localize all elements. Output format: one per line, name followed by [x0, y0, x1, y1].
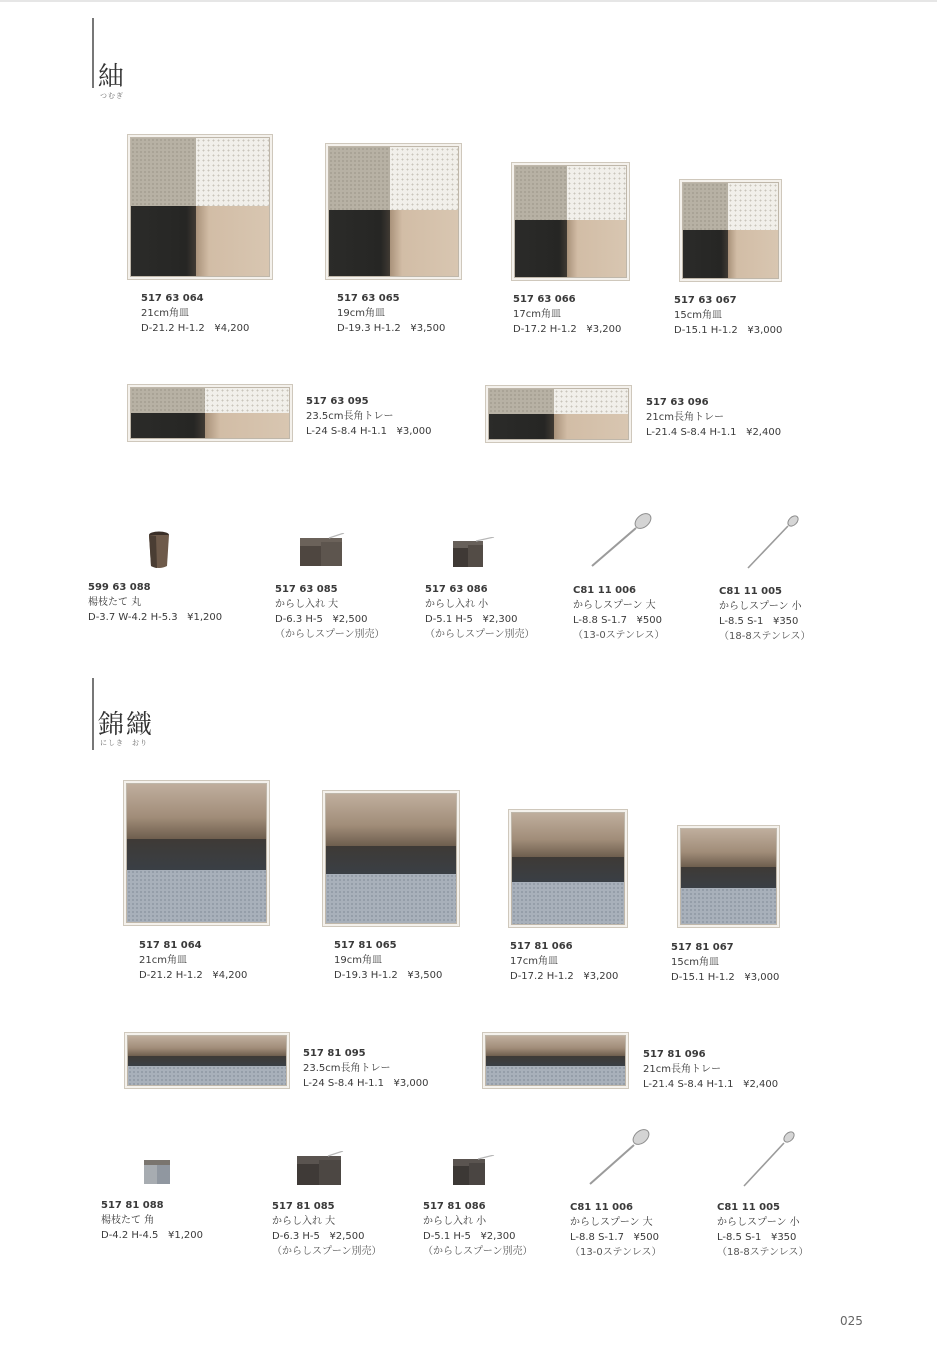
product-code: 517 63 066	[513, 294, 576, 305]
toothpick-holder-square-image	[143, 1157, 171, 1185]
product-info	[272, 1199, 382, 1259]
product-info	[139, 938, 247, 983]
product-spec: L-21.4 S-8.4 H-1.1	[646, 427, 737, 438]
section-title-nishikiori: 錦織	[98, 710, 155, 740]
product-image-square-plate-19cm	[328, 146, 459, 277]
product-info	[671, 940, 779, 985]
product-note: （13-0ステンレス）	[573, 630, 665, 641]
product-code: C81 11 006	[573, 585, 637, 596]
product-spec: D-15.1 H-1.2	[671, 972, 735, 983]
product-price: ¥3,000	[747, 325, 783, 336]
mustard-spoon-large-image	[590, 510, 656, 568]
product-image-square-plate-15cm	[680, 828, 777, 925]
product-name: 23.5cm長角トレー	[303, 1063, 391, 1074]
product-name: 17cm角皿	[510, 956, 558, 967]
product-code: 517 63 096	[646, 397, 709, 408]
product-code: 599 63 088	[88, 582, 151, 593]
section-marker-bar	[92, 678, 94, 750]
product-spec: D-17.2 H-1.2	[513, 324, 577, 335]
product-price: ¥500	[636, 615, 662, 626]
product-spec: D-6.3 H-5	[275, 614, 323, 625]
product-spec: D-21.2 H-1.2	[141, 323, 205, 334]
product-price: ¥4,200	[212, 970, 248, 981]
product-name: 21cm長角トレー	[643, 1064, 721, 1075]
product-info	[101, 1198, 203, 1243]
product-spec: D-4.2 H-4.5	[101, 1230, 159, 1241]
mustard-spoon-small-image	[746, 512, 802, 570]
product-code: C81 11 005	[717, 1202, 781, 1213]
product-note: （からしスプーン別売）	[425, 629, 535, 640]
product-name: からしスプーン 小	[717, 1217, 800, 1228]
product-code: 517 81 064	[139, 940, 202, 951]
product-price: ¥3,200	[583, 971, 619, 982]
product-code: 517 81 066	[510, 941, 573, 952]
section-ruby-tsumugi: つむぎ	[100, 92, 124, 100]
product-image-square-plate-17cm	[511, 812, 625, 925]
product-note: （からしスプーン別売）	[272, 1246, 382, 1257]
mustard-spoon-large-image	[588, 1126, 654, 1186]
product-name: からし入れ 大	[275, 599, 339, 610]
product-spec: D-15.1 H-1.2	[674, 325, 738, 336]
product-price: ¥3,500	[407, 970, 443, 981]
product-info	[513, 292, 621, 337]
product-info	[717, 1200, 808, 1260]
product-info	[643, 1047, 778, 1092]
product-image-square-plate-17cm	[514, 165, 627, 278]
product-name: からしスプーン 大	[570, 1217, 653, 1228]
product-name: 15cm角皿	[671, 957, 719, 968]
product-price: ¥500	[633, 1232, 659, 1243]
product-image-square-plate-19cm	[325, 793, 457, 924]
mustard-pot-large-image	[296, 1151, 344, 1187]
product-price: ¥3,500	[410, 323, 446, 334]
product-code: 517 81 065	[334, 940, 397, 951]
mustard-pot-small-image	[452, 537, 496, 569]
top-rule	[0, 0, 937, 2]
product-note: （18-8ステンレス）	[719, 631, 811, 642]
product-note: （18-8ステンレス）	[717, 1247, 809, 1258]
toothpick-holder-round-image	[146, 530, 172, 570]
product-spec: L-8.8 S-1.7	[573, 615, 627, 626]
product-spec: L-8.8 S-1.7	[570, 1232, 624, 1243]
product-code: 517 81 095	[303, 1048, 366, 1059]
product-code: 517 81 067	[671, 942, 734, 953]
product-name: 19cm角皿	[337, 308, 385, 319]
product-spec: D-17.2 H-1.2	[510, 971, 574, 982]
product-spec: L-24 S-8.4 H-1.1	[303, 1078, 384, 1089]
product-name: からし入れ 小	[425, 599, 489, 610]
product-info	[334, 938, 442, 983]
product-name: からしスプーン 大	[573, 600, 656, 611]
product-info	[306, 394, 432, 439]
product-spec: D-3.7 W-4.2 H-5.3	[88, 612, 178, 623]
page-number: 025	[840, 1314, 863, 1328]
product-image-long-tray-23cm	[127, 1035, 287, 1086]
product-price: ¥2,400	[746, 427, 782, 438]
product-spec: D-19.3 H-1.2	[337, 323, 401, 334]
product-spec: D-5.1 H-5	[423, 1231, 471, 1242]
product-price: ¥2,300	[482, 614, 518, 625]
mustard-pot-small-image	[452, 1155, 496, 1187]
product-note: （からしスプーン別売）	[423, 1246, 533, 1257]
product-name: 15cm角皿	[674, 310, 722, 321]
mustard-pot-large-image	[299, 533, 345, 569]
product-note: （からしスプーン別売）	[275, 629, 385, 640]
product-code: 517 81 086	[423, 1201, 486, 1212]
product-code: 517 63 085	[275, 584, 338, 595]
product-info	[674, 293, 782, 338]
mustard-spoon-small-image	[742, 1128, 798, 1188]
product-price: ¥2,300	[480, 1231, 516, 1242]
product-image-long-tray-23cm	[130, 387, 290, 439]
product-spec: L-8.5 S-1	[719, 616, 764, 627]
product-image-square-plate-15cm	[682, 182, 779, 279]
product-price: ¥3,200	[586, 324, 622, 335]
product-note: （13-0ステンレス）	[570, 1247, 662, 1258]
product-code: 517 63 095	[306, 396, 369, 407]
product-price: ¥2,500	[329, 1231, 365, 1242]
product-price: ¥1,200	[187, 612, 223, 623]
product-code: C81 11 006	[570, 1202, 634, 1213]
product-price: ¥2,500	[332, 614, 368, 625]
product-info	[275, 582, 385, 642]
product-image-long-tray-21cm	[488, 388, 629, 440]
product-image-square-plate-21cm	[126, 783, 267, 923]
product-info	[423, 1199, 533, 1259]
product-spec: D-21.2 H-1.2	[139, 970, 203, 981]
product-code: 517 63 086	[425, 584, 488, 595]
product-name: 23.5cm長角トレー	[306, 411, 394, 422]
product-code: 517 63 064	[141, 293, 204, 304]
product-spec: L-8.5 S-1	[717, 1232, 762, 1243]
section-title-tsumugi: 紬	[98, 62, 127, 92]
product-name: 楊枝たて 丸	[88, 597, 142, 608]
product-name: 21cm長角トレー	[646, 412, 724, 423]
product-name: 19cm角皿	[334, 955, 382, 966]
product-name: からし入れ 大	[272, 1216, 336, 1227]
product-spec: L-24 S-8.4 H-1.1	[306, 426, 387, 437]
product-code: C81 11 005	[719, 586, 783, 597]
product-info	[88, 580, 222, 625]
product-price: ¥3,000	[396, 426, 432, 437]
section-ruby-nishikiori: にしき おり	[100, 739, 148, 747]
product-code: 517 63 065	[337, 293, 400, 304]
product-spec: L-21.4 S-8.4 H-1.1	[643, 1079, 734, 1090]
product-info	[337, 291, 445, 336]
product-spec: D-6.3 H-5	[272, 1231, 320, 1242]
product-spec: D-19.3 H-1.2	[334, 970, 398, 981]
product-info	[425, 582, 535, 642]
product-spec: D-5.1 H-5	[425, 614, 473, 625]
product-code: 517 81 088	[101, 1200, 164, 1211]
product-info	[573, 583, 664, 643]
product-info	[570, 1200, 661, 1260]
product-price: ¥2,400	[743, 1079, 779, 1090]
product-info	[510, 939, 618, 984]
product-price: ¥350	[770, 1232, 797, 1243]
product-name: からしスプーン 小	[719, 601, 802, 612]
product-price: ¥350	[772, 616, 799, 627]
product-price: ¥3,000	[393, 1078, 429, 1089]
product-image-square-plate-21cm	[130, 137, 270, 277]
product-name: 21cm角皿	[139, 955, 187, 966]
product-info	[303, 1046, 429, 1091]
product-name: 17cm角皿	[513, 309, 561, 320]
product-code: 517 81 085	[272, 1201, 335, 1212]
product-code: 517 63 067	[674, 295, 737, 306]
product-info	[719, 584, 810, 644]
product-price: ¥3,000	[744, 972, 780, 983]
product-name: 楊枝たて 角	[101, 1215, 155, 1226]
product-price: ¥4,200	[214, 323, 250, 334]
product-code: 517 81 096	[643, 1049, 706, 1060]
product-name: からし入れ 小	[423, 1216, 487, 1227]
product-image-long-tray-21cm	[485, 1035, 626, 1086]
product-price: ¥1,200	[167, 1230, 203, 1241]
product-info	[141, 291, 249, 336]
section-marker-bar	[92, 18, 94, 88]
product-name: 21cm角皿	[141, 308, 189, 319]
product-info	[646, 395, 781, 440]
